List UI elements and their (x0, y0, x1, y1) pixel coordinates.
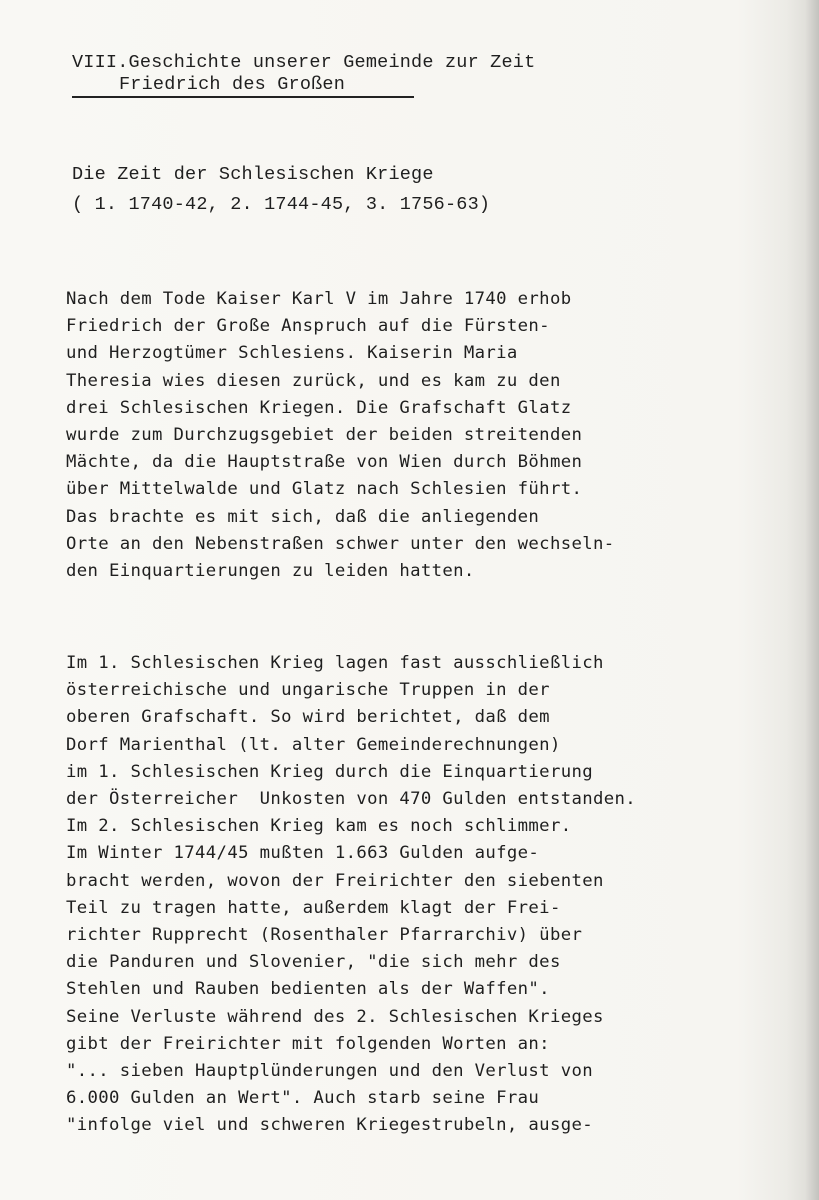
text-line: wurde zum Durchzugsgebiet der beiden streitenden (66, 425, 583, 446)
text-line: Orte an den Nebenstraßen schwer unter den wechseln- (66, 533, 615, 554)
text-line: und Herzogtümer Schlesiens. Kaiserin Maria (66, 343, 518, 364)
text-line: österreichische und ungarische Truppen in der (66, 680, 550, 701)
chapter-title-line2: Friedrich des Großen (119, 74, 346, 95)
paragraph-1 (66, 286, 614, 585)
text-line: "infolge viel und schweren Kriegestrubeln, ausge- (66, 1115, 593, 1136)
text-line: über Mittelwalde und Glatz nach Schlesien führt. (66, 479, 583, 500)
text-line: drei Schlesischen Kriegen. Die Grafschaft Glatz (66, 397, 572, 418)
chapter-title-line1: Geschichte unserer Gemeinde zur Zeit (128, 52, 536, 73)
section-title (72, 160, 490, 220)
text-line: Teil zu tragen hatte, außerdem klagt der Frei- (66, 897, 561, 918)
text-line: Nach dem Tode Kaiser Karl V im Jahre 1740 erhob (66, 289, 572, 309)
text-line: den Einquartierungen zu leiden hatten. (66, 561, 475, 582)
section-title-line1: Die Zeit der Schlesischen Kriege (72, 164, 434, 185)
text-line: 6.000 Gulden an Wert". Auch starb seine Frau (66, 1088, 540, 1109)
text-line: richter Rupprecht (Rosenthaler Pfarrarchiv) über (66, 925, 583, 946)
text-line: im 1. Schlesischen Krieg durch die Einquartierung (66, 761, 593, 782)
text-line: "... sieben Hauptplünderungen und den Verlust von (66, 1061, 593, 1082)
text-line: Friedrich der Große Anspruch auf die Fürsten- (66, 316, 550, 337)
text-line: Im Winter 1744/45 mußten 1.663 Gulden aufge- (66, 843, 540, 864)
text-line: Im 2. Schlesischen Krieg kam es noch schlimmer. (66, 816, 572, 837)
section-title-line2: ( 1. 1740-42, 2. 1744-45, 3. 1756-63) (72, 194, 491, 215)
chapter-heading (72, 52, 535, 96)
text-line: Stehlen und Rauben bedienten als der Waffen". (66, 979, 550, 1000)
page-edge-shadow (805, 0, 819, 1200)
text-line: bracht werden, wovon der Freirichter den siebenten (66, 870, 604, 891)
chapter-number: VIII. (72, 52, 129, 73)
heading-underline (72, 96, 414, 98)
text-line: der Österreicher Unkosten von 470 Gulden entstanden. (66, 789, 636, 810)
text-line: Dorf Marienthal (lt. alter Gemeinderechnungen) (66, 734, 561, 755)
text-line: Das brachte es mit sich, daß die anliegenden (66, 506, 540, 527)
paragraph-2 (66, 650, 636, 1140)
text-line: Im 1. Schlesischen Krieg lagen fast ausschließlich (66, 653, 604, 673)
text-line: Seine Verluste während des 2. Schlesischen Krieges (66, 1006, 604, 1027)
text-line: die Panduren und Slovenier, "die sich mehr des (66, 952, 561, 973)
text-line: Theresia wies diesen zurück, und es kam zu den (66, 370, 561, 391)
text-line: gibt der Freirichter mit folgenden Worten an: (66, 1033, 550, 1054)
text-line: oberen Grafschaft. So wird berichtet, daß dem (66, 707, 550, 728)
text-line: Mächte, da die Hauptstraße von Wien durch Böhmen (66, 452, 583, 473)
